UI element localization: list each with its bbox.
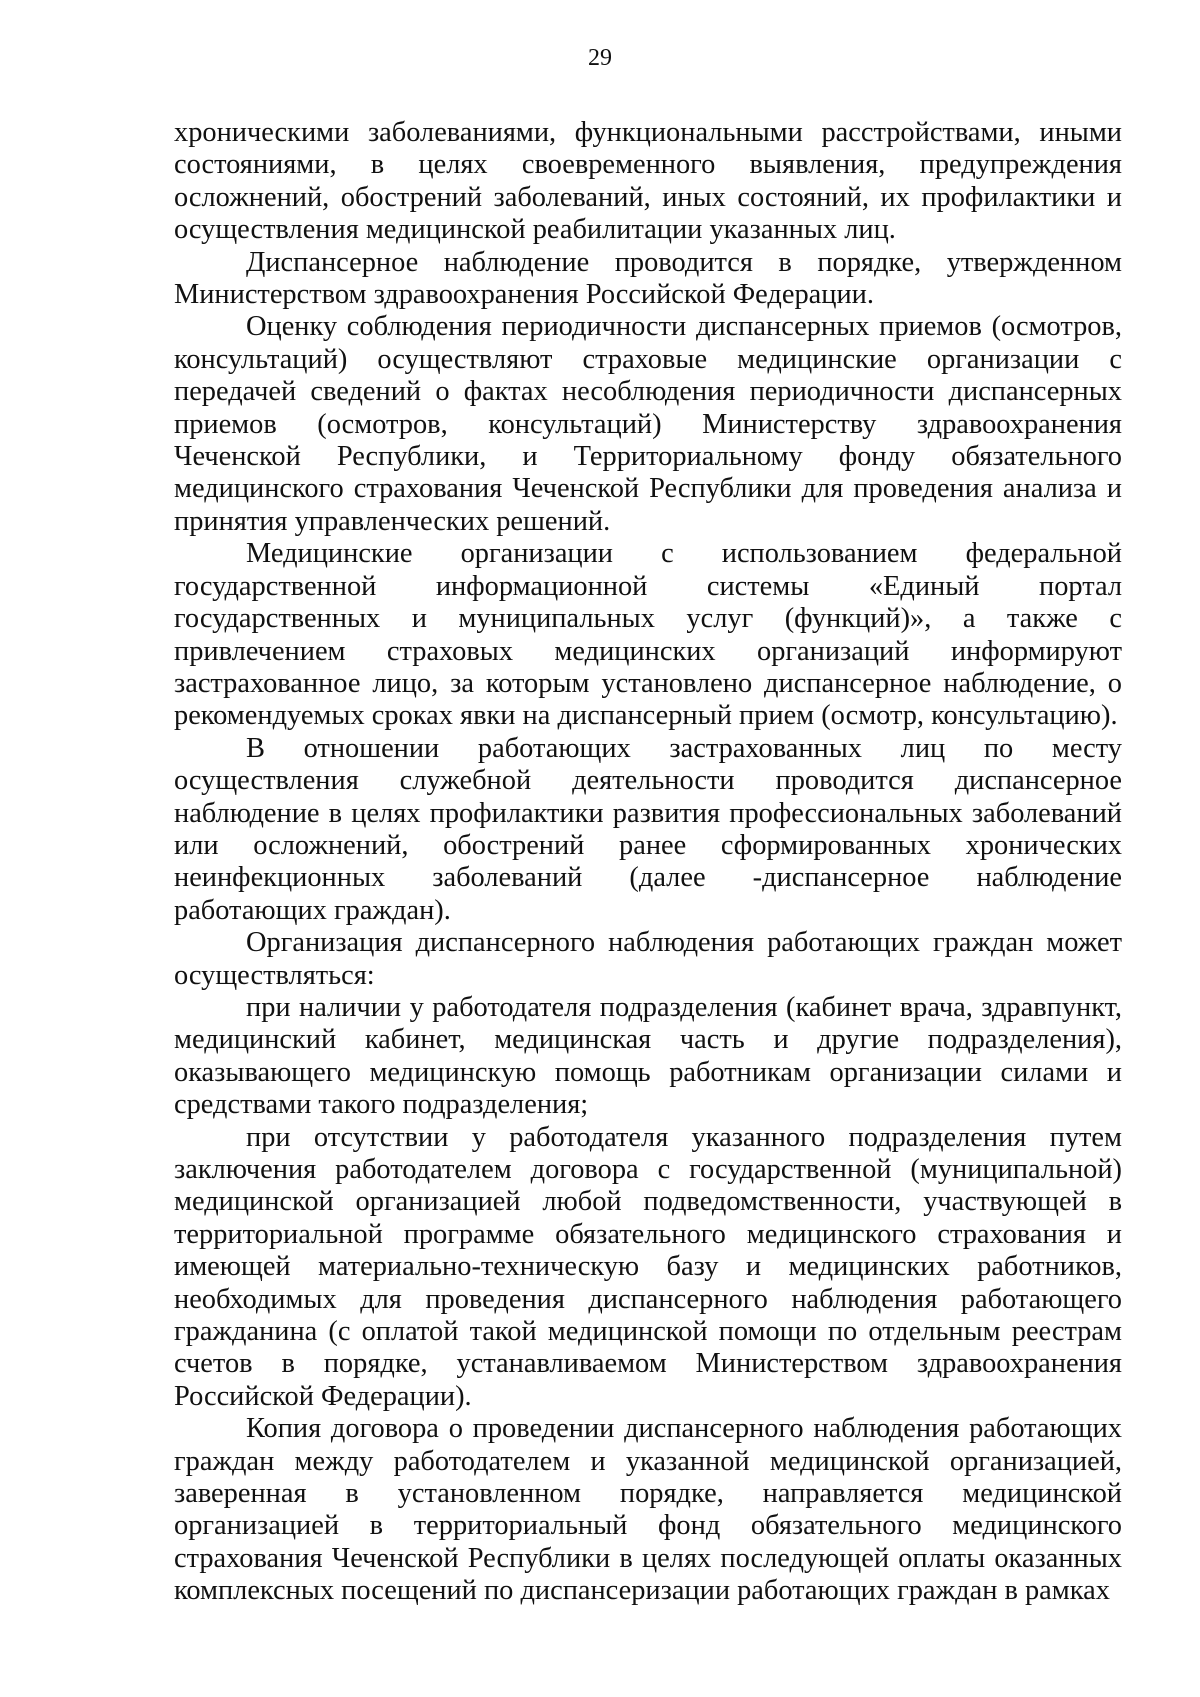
paragraph: при отсутствии у работодателя указанного подразделения путем заключения работодателем договора с государственной (муниципальной) медицинской организацией любой подведомственности, участвующей в территориальной программе обязательного медицинского страхования и имеющей материально-техническую базу и медицинских работников, необходимых для проведения диспансерного наблюдения работающего гражданина (с оплатой такой медицинской помощи по отдельным реестрам счетов в порядке, устанавливаемом Министерством здравоохранения Российской Федерации). bbox=[174, 1121, 1122, 1412]
document-body bbox=[174, 117, 1122, 1608]
paragraph: Медицинские организации с использованием федеральной государственной информационной системы «Единый портал государственных и муниципальных услуг (функций)», а также с привлечением страховых медицинских организаций информируют застрахованное лицо, за которым установлено диспансерное наблюдение, о рекомендуемых сроках явки на диспансерный прием (осмотр, консультацию). bbox=[174, 538, 1122, 732]
paragraph: при наличии у работодателя подразделения (кабинет врача, здравпункт, медицинский кабинет, медицинская часть и другие подразделения), оказывающего медицинскую помощь работникам организации силами и средствами такого подразделения; bbox=[174, 991, 1122, 1121]
paragraph: Копия договора о проведении диспансерного наблюдения работающих граждан между работодателем и указанной медицинской организацией, заверенная в установленном порядке, направляется медицинской организацией в территориальный фонд обязательного медицинского страхования Чеченской Республики в целях последующей оплаты оказанных комплексных посещений по диспансеризации работающих граждан в рамках bbox=[174, 1413, 1122, 1607]
paragraph: Оценку соблюдения периодичности диспансерных приемов (осмотров, консультаций) осуществляют страховые медицинские организации с передачей сведений о фактах несоблюдения периодичности диспансерных приемов (осмотров, консультаций) Министерству здравоохранения Чеченской Республики, и Территориальному фонду обязательного медицинского страхования Чеченской Республики для проведения анализа и принятия управленческих решений. bbox=[174, 311, 1122, 537]
paragraph: Организация диспансерного наблюдения работающих граждан может осуществляться: bbox=[174, 927, 1122, 991]
paragraph-continuation: хроническими заболеваниями, функциональными расстройствами, иными состояниями, в целях своевременного выявления, предупреждения осложнений, обострений заболеваний, иных состояний, их профилактики и осуществления медицинской реабилитации указанных лиц. bbox=[174, 117, 1122, 246]
paragraph: Диспансерное наблюдение проводится в порядке, утвержденном Министерством здравоохранения Российской Федерации. bbox=[174, 246, 1122, 311]
paragraph: В отношении работающих застрахованных лиц по месту осуществления служебной деятельности проводится диспансерное наблюдение в целях профилактики развития профессиональных заболеваний или осложнений, обострений ранее сформированных хронических неинфекционных заболеваний (далее -диспансерное наблюдение работающих граждан). bbox=[174, 732, 1122, 926]
page-number: 29 bbox=[588, 45, 612, 71]
